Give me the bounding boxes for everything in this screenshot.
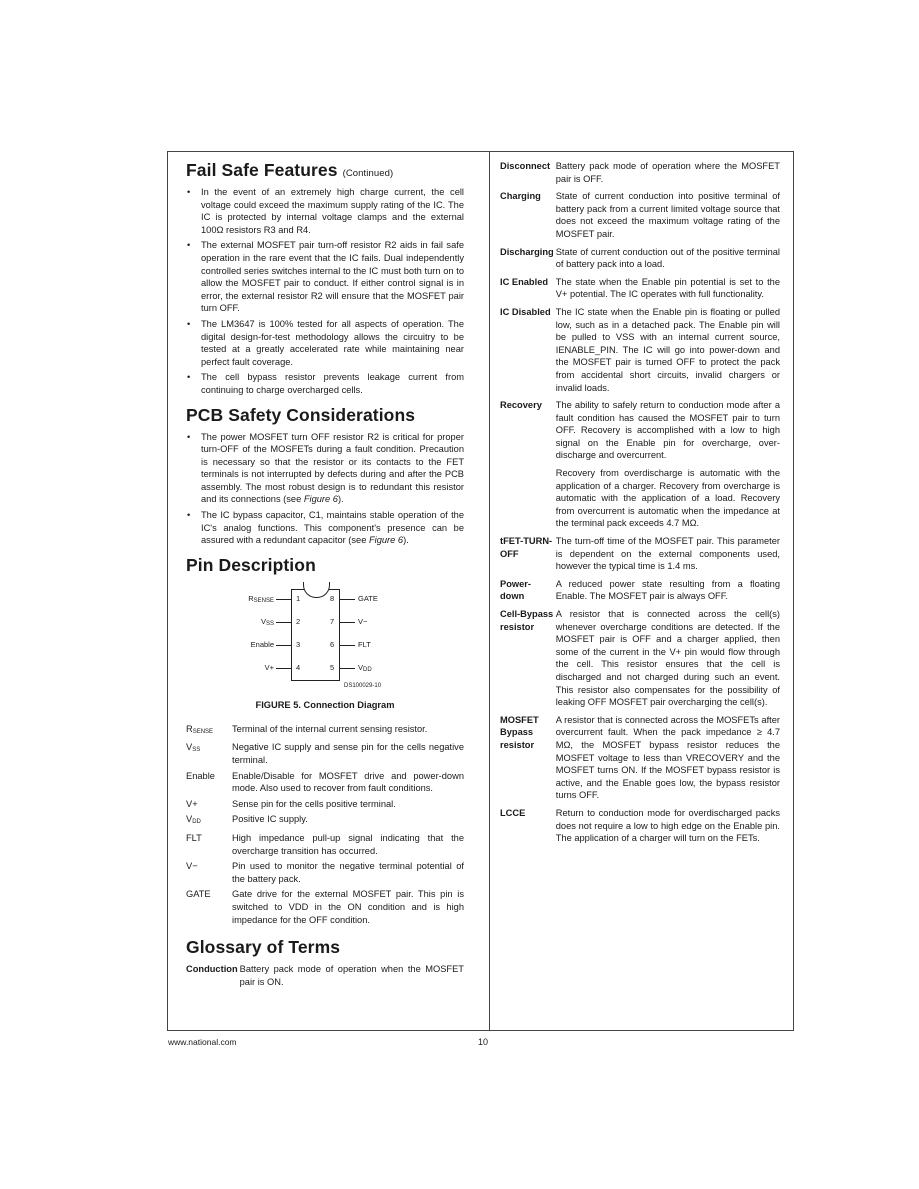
pin-description-heading: Pin Description [186,554,316,575]
pin-label: FLT [358,639,371,649]
glossary-term: IC Enabled [500,276,549,287]
pin-description: Sense pin for the cells positive terminal. [232,798,396,809]
list-item: • The IC bypass capacitor, C1, maintains stable operation of the IC's analog functions. This component's presence can be assured with a redundant capacitor (see Figure 6). [186,509,464,547]
table-row [186,888,464,929]
fail-safe-list [186,186,464,397]
pin-lead [340,622,355,623]
glossary-table-left [186,963,464,991]
pin-label: V+ [264,662,274,672]
table-row [500,467,780,535]
pin-name: VDD [186,814,201,826]
glossary-definition: The ability to safely return to conduction mode after a fault condition has caused the MOSFET pair to turn OFF. Recovery is accomplished with a low to high signal on the Enable pin for overcharge, over-discharge and overcurrent. [555,400,780,461]
table-row [186,770,464,798]
table-row [500,246,780,276]
glossary-term: tFET-TURN-OFF [500,536,553,559]
pcb-list [186,431,464,547]
glossary-term [500,467,556,535]
glossary-term: Cell-Bypass resistor [500,609,554,632]
glossary-definition: Battery pack mode of operation where the MOSFET pair is OFF. [555,161,780,184]
table-row [500,608,780,714]
pin-description: Negative IC supply and sense pin for the cells negative terminal. [232,742,464,766]
pin-number: 4 [296,662,301,672]
figure-caption: FIGURE 5. Connection Diagram [255,699,395,710]
fail-safe-section [186,160,464,397]
table-row [500,714,780,807]
table-row [186,832,464,860]
pin-lead [276,645,291,646]
table-row [500,306,780,399]
pin-number: 6 [330,639,335,649]
glossary-definition: State of current conduction out of the positive terminal of battery pack into a load. [555,246,780,270]
pin-lead [276,622,291,623]
glossary-definition: A resistor that is connected across the MOSFETs after overcurrent fault. When the pack impedance ≥ 4.7 MΩ, the MOSFET bypass resistor reduces the MOSFET voltage to less than VRECOVERY and the MOSFET turns ON. If the MOSFET bypass resistor is active, and the Enable goes low, the bypass resistor turns OFF. [555,714,780,801]
connection-diagram [186,581,464,695]
pin-name: FLT [186,833,202,843]
table-row [500,578,780,608]
pin-lead [276,668,291,669]
pin-number: 1 [296,593,301,603]
pin-label: VSS [260,616,274,627]
pin-description-section [186,555,464,929]
glossary-section [186,937,464,991]
table-row [500,535,780,578]
right-column [500,160,780,850]
pin-table [186,723,464,929]
list-item: • In the event of an extremely high charge current, the cell voltage could exceed the maximum supply rating of the IC. The IC is protected by internal voltage clamps and the external 100Ω resistors R3 and R4. [186,186,464,236]
glossary-term: Conduction [186,964,238,975]
table-row [500,807,780,850]
pin-description: Enable/Disable for MOSFET drive and power-down mode. Also used to recover from fault conditions. [232,770,464,794]
pin-label: VDD [358,662,372,673]
pin-description: Pin used to monitor the negative terminal potential of the battery pack. [232,861,464,884]
glossary-term: Charging [500,191,541,202]
glossary-heading: Glossary of Terms [186,937,341,958]
pin-number: 5 [330,662,335,672]
pin-lead [340,645,355,646]
table-row [500,190,780,245]
list-item: • The power MOSFET turn OFF resistor R2 is critical for proper turn-OFF of the MOSFETs during a fault condition. Precaution is necessary so that the resistor or its contacts to the FET terminals is not interrupted by defects during and after the PCB assembly. The most robust design is to redundant this resistor and its connections (see Figure 6). [186,431,464,507]
pin-name: V+ [186,798,198,809]
glossary-term: IC Disabled [500,306,551,317]
pin-label: GATE [358,593,378,603]
list-item: • The external MOSFET pair turn-off resistor R2 aids in fail safe operation in the rare event that the IC fails. Dual independently controlled series switches internal to the IC must both turn on to allow the MOSFET pair to conduct. If either control signal is in error, the external resistor R2 will ensure that the MOSFET pair turn OFF. [186,239,464,315]
table-row [186,860,464,888]
pin-name: VSS [186,742,201,754]
pin-lead [340,599,355,600]
pin-label: V− [358,616,368,626]
table-row [500,276,780,306]
glossary-term: Power-down [500,578,531,602]
glossary-definition: The IC state when the Enable pin is floating or pulled low, such as in a detached pack. The Enable pin will be pulled to VSS with an internal current source, IENABLE_PIN. The IC will go into power-down and the MOSFET pair is turned OFF to protect the pack from accidental short circuits, invalid chargers or invalid loads. [555,306,780,393]
page-number: 10 [478,1037,489,1047]
pin-description: High impedance pull-up signal indicating that the overcharge transition has occurred. [232,833,464,856]
pin-description: Terminal of the internal current sensing resistor. [232,723,428,734]
column-divider [489,151,490,1031]
figure-reference: Figure 6 [368,535,404,546]
glossary-definition: The state when the Enable pin potential is set to the V+ potential. The IC operates with full functionality. [555,276,780,300]
glossary-definition: Return to conduction mode for overdischarged packs does not require a low to high edge on the Enable pin. The application of a charger will turn on the FETs. [555,807,780,844]
pin-label: RSENSE [248,593,274,604]
glossary-definition: A reduced power state resulting from a floating Enable. The MOSFET pair is always OFF. [555,578,780,602]
pin-lead [340,668,355,669]
list-item: • The cell bypass resistor prevents leakage current from continuing to charge overcharged cells. [186,371,464,396]
pin-description: Positive IC supply. [232,814,308,825]
pin-lead [276,599,291,600]
pin-description: Gate drive for the external MOSFET pair. This pin is switched to VDD in the ON condition and is high impedance for the OFF condition. [232,889,464,925]
list-item: • The LM3647 is 100% tested for all aspects of operation. The digital design-for-test methodology allows the circuitry to be tested at a greatly accelerated rate while maintaining near perfect fault coverage. [186,318,464,368]
left-column [186,160,464,999]
glossary-term: MOSFET Bypass resistor [500,714,539,750]
pin-name: RSENSE [186,723,214,735]
figure-reference: Figure 6 [303,494,338,505]
table-row [500,399,780,467]
fail-safe-heading: Fail Safe Features (Continued) [186,160,394,180]
pcb-heading: PCB Safety Considerations [186,404,416,425]
glossary-term: Disconnect [500,161,551,171]
footer-url[interactable]: www.national.com [168,1037,237,1047]
pcb-section [186,405,464,547]
pin-number: 2 [296,616,301,626]
table-row [186,798,464,814]
package-notch [303,582,330,598]
pin-number: 3 [296,639,301,649]
glossary-term: LCCE [500,807,526,818]
ds-number: DS100029-10 [344,682,382,689]
pin-number: 7 [330,616,335,626]
glossary-definition: A resistor that is connected across the cell(s) whenever overcharge conditions are detected. If the MOSFET pair is OFF and a charger applied, then some of the current in the V+ pin would flow through the cell. This resistor ensures that the cell is discharged and not charged during such an event. This resistor also compensates for the possibility of leaking OFF MOSFET pair overcharging the cell(s). [555,609,780,708]
glossary-definition: The turn-off time of the MOSFET pair. This parameter is dependent on the external components used, however the typical time is 1.4 ms. [555,536,780,572]
pin-name: Enable [186,770,215,781]
glossary-term: Discharging [500,246,554,257]
glossary-term: Recovery [500,400,542,411]
table-row [500,160,780,190]
pin-name: V− [186,861,198,872]
table-row [186,813,464,832]
pin-name: GATE [186,889,211,900]
pin-label: Enable [250,639,274,649]
glossary-definition: State of current conduction into positive terminal of battery pack from a current limited voltage source that does not exceed the maximum voltage rating of the MOSFET pair. [555,191,780,239]
glossary-definition: Battery pack mode of operation when the MOSFET pair is ON. [239,964,464,987]
table-row [186,963,464,991]
pin-number: 8 [330,593,335,603]
table-row [186,741,464,769]
glossary-definition: Recovery from overdischarge is automatic with the application of a charger. Recovery from overcharge is automatic with the application of a load. Recovery from overcurrent is automatic when the impedance at the terminal pack exceeds 4.7 MΩ. [555,468,780,529]
table-row [186,723,464,742]
glossary-table-right [500,160,780,850]
